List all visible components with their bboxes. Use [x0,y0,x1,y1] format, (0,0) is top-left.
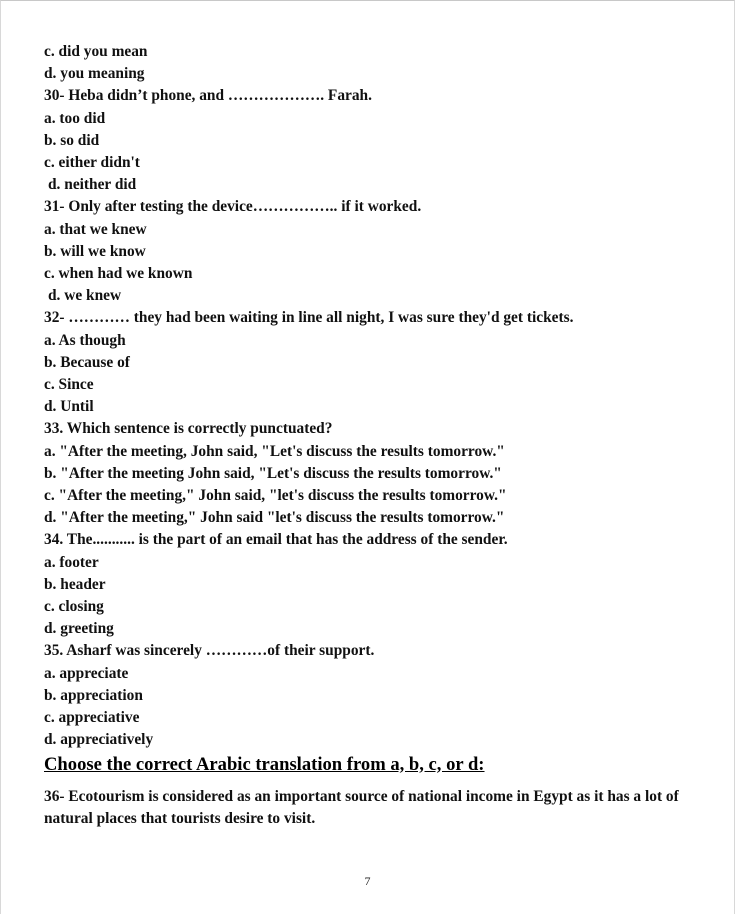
section-heading: Choose the correct Arabic translation from a, b, c, or d: [44,753,485,775]
option-31c: c. when had we known [44,265,193,283]
option-32c: c. Since [44,376,94,394]
option-33d: d. "After the meeting," John said "let's discuss the results tomorrow." [44,509,505,527]
option-35a: a. appreciate [44,664,129,682]
question-30: 30- Heba didn’t phone, and ………………. Farah. [44,87,372,105]
option-34c: c. closing [44,598,104,616]
option-29c: c. did you mean [44,43,148,60]
option-33a: a. "After the meeting, John said, "Let's discuss the results tomorrow." [44,442,505,460]
option-32b: b. Because of [44,353,130,371]
option-32a: a. As though [44,331,126,349]
option-30d: d. neither did [48,176,137,194]
option-30a: a. too did [44,109,106,127]
question-34: 34. The........... is the part of an email that has the address of the sender. [44,531,508,549]
option-31d: d. we knew [48,287,122,305]
option-31b: b. will we know [44,242,146,260]
question-33: 33. Which sentence is correctly punctuated? [44,420,333,438]
option-33b: b. "After the meeting John said, "Let's discuss the results tomorrow." [44,464,502,482]
option-35b: b. appreciation [44,686,143,704]
option-34b: b. header [44,575,106,593]
option-34a: a. footer [44,553,99,571]
question-36: 36- Ecotourism is considered as an important source of national income in Egypt as it has a lot of natural places that tourists desire to visit. [44,787,679,827]
option-29d: d. you meaning [44,65,145,83]
option-30b: b. so did [44,131,100,149]
option-35d: d. appreciatively [44,731,154,749]
option-30c: c. either didn't [44,154,140,172]
option-32d: d. Until [44,398,94,416]
document-content [44,41,704,830]
option-31a: a. that we knew [44,220,147,238]
question-35: 35. Asharf was sincerely …………of their support. [44,642,375,660]
option-35c: c. appreciative [44,709,140,727]
option-34d: d. greeting [44,620,114,638]
question-31: 31- Only after testing the device…………….. if it worked. [44,198,422,216]
page-number: 7 [364,874,371,888]
question-32: 32- ………… they had been waiting in line all night, I was sure they'd get tickets. [44,309,574,327]
option-33c: c. "After the meeting," John said, "let's discuss the results tomorrow." [44,487,507,505]
